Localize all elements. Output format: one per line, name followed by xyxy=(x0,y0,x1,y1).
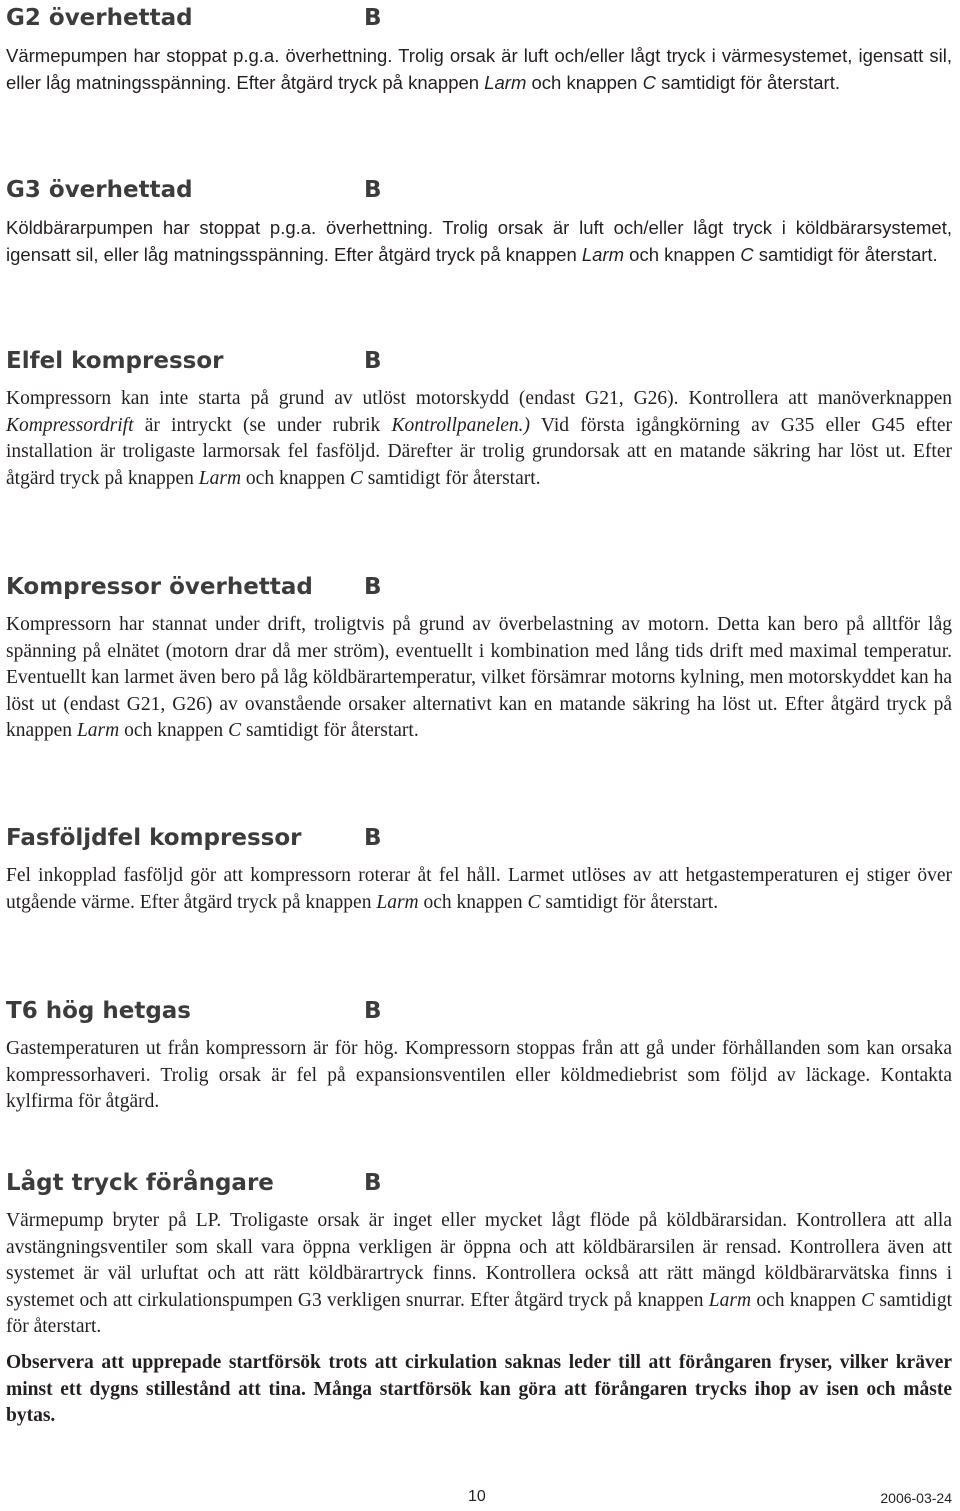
section-g3-overhettad xyxy=(6,175,952,268)
body-text: och knappen xyxy=(241,467,350,489)
section-title: G3 överhettad xyxy=(6,177,193,203)
warning-note: Observera att upprepade startförsök trots att cirkulation saknas leder till att förångaren fryser, vilker kräver minst ett dygns stillestånd att tina. Många startförsök kan göra att förångaren trycks ihop av isen och måste bytas. xyxy=(6,1352,952,1426)
emphasized-term: Larm xyxy=(708,1289,752,1311)
body-text: Värmepump bryter på LP. Troligaste orsak är inget eller mycket lågt flöde på köldbärarsidan. Kontrollera att alla avstängningsventiler som skall vara öppna verkligen är öppna och att köldbärarsilen är rensad. Kontrollera även att systemet är väl urluftat och att rätt köldbärartryck finns. Kontrollera också att rätt mängd köldbärarvätska finns i systemet och att cirkulationspumpen G3 verkligen snurrar. Efter åtgärd tryck på knappen xyxy=(6,1210,952,1311)
body-text: Vid första igångkörning av G35 eller G45 efter installation är troligaste larmorsak fel fasföljd. Därefter är trolig grundorsak att en matande säkring har löst ut. Efter åtgärd tryck på knappen xyxy=(6,414,952,489)
section-title: Lågt tryck förångare xyxy=(6,1170,274,1196)
alarm-class: B xyxy=(364,825,382,851)
body-text: är intryckt (se under rubrik xyxy=(133,414,392,436)
emphasized-term: C xyxy=(349,467,363,489)
body-text: samtidigt för återstart. xyxy=(655,71,841,93)
section-title: T6 hög hetgas xyxy=(6,998,191,1024)
section-fasfoljdfel-kompressor xyxy=(6,823,952,916)
body-text: samtidigt för återstart. xyxy=(6,1289,952,1337)
emphasized-term: Larm xyxy=(76,720,120,741)
body-text: Gastemperaturen ut från kompressorn är för hög. Kompressorn stoppas från att gå under förhållanden som kan orsaka kompressorhaveri. Trolig orsak är fel på expansionsventilen eller köldmediebrist som följd av läckage. Kontakta kylfirma för åtgärd. xyxy=(6,1038,952,1112)
section-body xyxy=(6,1208,952,1341)
body-text: Fel inkopplad fasföljd gör att kompressorn roterar åt fel håll. Larmet utlöses av att hetgastemperaturen ej stiger över utgående värme. Efter åtgärd tryck på knappen xyxy=(6,865,952,913)
emphasized-term: C xyxy=(527,891,541,913)
section-header xyxy=(6,346,952,376)
emphasized-term: Larm xyxy=(376,891,419,913)
section-g2-overhettad xyxy=(6,3,952,96)
section-title: Elfel kompressor xyxy=(6,348,224,374)
body-text: och knappen xyxy=(119,720,229,741)
page-number: 10 xyxy=(468,1488,486,1505)
body-text: och knappen xyxy=(526,71,643,93)
alarm-class: B xyxy=(364,5,382,31)
section-header xyxy=(6,823,952,853)
emphasized-term: C xyxy=(228,720,242,741)
document-date: 2006-03-24 xyxy=(880,1490,952,1506)
body-text: Köldbärarpumpen har stoppat p.g.a. överhettning. Trolig orsak är luft och/eller lågt tryck i köldbärarsystemet, igensatt sil, eller låg matningsspänning. Efter åtgärd tryck på knappen xyxy=(6,217,952,265)
body-text: samtidigt för återstart. xyxy=(241,720,419,741)
emphasized-term: C xyxy=(740,243,754,265)
section-lagt-tryck-forangare xyxy=(6,1168,952,1341)
emphasized-term: C xyxy=(861,1289,875,1311)
section-header xyxy=(6,1168,952,1198)
body-text: Kompressorn kan inte starta på grund av utlöst motorskydd (endast G21, G26). Kontrollera att manöverknappen xyxy=(6,388,952,409)
body-text: samtidigt för återstart. xyxy=(753,243,938,265)
alarm-class: B xyxy=(364,348,382,374)
section-body xyxy=(6,863,952,916)
section-title: G2 överhettad xyxy=(6,5,193,31)
body-text: Kompressorn har stannat under drift, troligtvis på grund av överbelastning av motorn. Detta kan bero på alltför låg spänning på elnätet (motorn drar då mer ström), eventuellt i kombination med lång tids drift med maximal temperatur. Eventuellt kan larmet även bero på låg köldbärartemperatur, vilket försämrar motorns kylning, men motorskyddet kan ha löst ut (endast G21, G26) av ovanstående orsaker alternativt kan en matande säkring ha löst ut. Efter åtgärd tryck på knappen xyxy=(6,614,952,741)
body-text: samtidigt för återstart. xyxy=(540,891,719,913)
section-body xyxy=(6,386,952,492)
section-header xyxy=(6,572,952,602)
section-body xyxy=(6,612,952,745)
section-body xyxy=(6,43,952,96)
emphasized-term: Kontrollpanelen.) xyxy=(391,414,531,436)
section-header xyxy=(6,3,952,33)
body-text: och knappen xyxy=(624,243,741,265)
body-text: samtidigt för återstart. xyxy=(362,467,541,489)
emphasized-term: Larm xyxy=(198,467,242,489)
section-header xyxy=(6,996,952,1026)
emphasized-term: Kompressordrift xyxy=(6,414,134,436)
body-text: och knappen xyxy=(751,1289,862,1311)
section-elfel-kompressor xyxy=(6,346,952,492)
body-text: och knappen xyxy=(418,891,528,913)
section-body xyxy=(6,1036,952,1116)
alarm-class: B xyxy=(364,574,382,600)
emphasized-term: Larm xyxy=(581,243,625,265)
alarm-class: B xyxy=(364,177,382,203)
section-title: Fasföljdfel kompressor xyxy=(6,825,302,851)
section-header xyxy=(6,175,952,205)
alarm-class: B xyxy=(364,998,382,1024)
emphasized-term: Larm xyxy=(484,71,527,93)
section-body xyxy=(6,215,952,268)
emphasized-term: C xyxy=(642,71,656,93)
section-title: Kompressor överhettad xyxy=(6,574,313,600)
body-text: Värmepumpen har stoppat p.g.a. överhettning. Trolig orsak är luft och/eller lågt tryck i värmesystemet, igensatt sil, eller låg matningsspänning. Efter åtgärd tryck på knappen xyxy=(6,45,952,93)
section-t6-hog-hetgas xyxy=(6,996,952,1116)
alarm-class: B xyxy=(364,1170,382,1196)
section-kompressor-overhettad xyxy=(6,572,952,745)
